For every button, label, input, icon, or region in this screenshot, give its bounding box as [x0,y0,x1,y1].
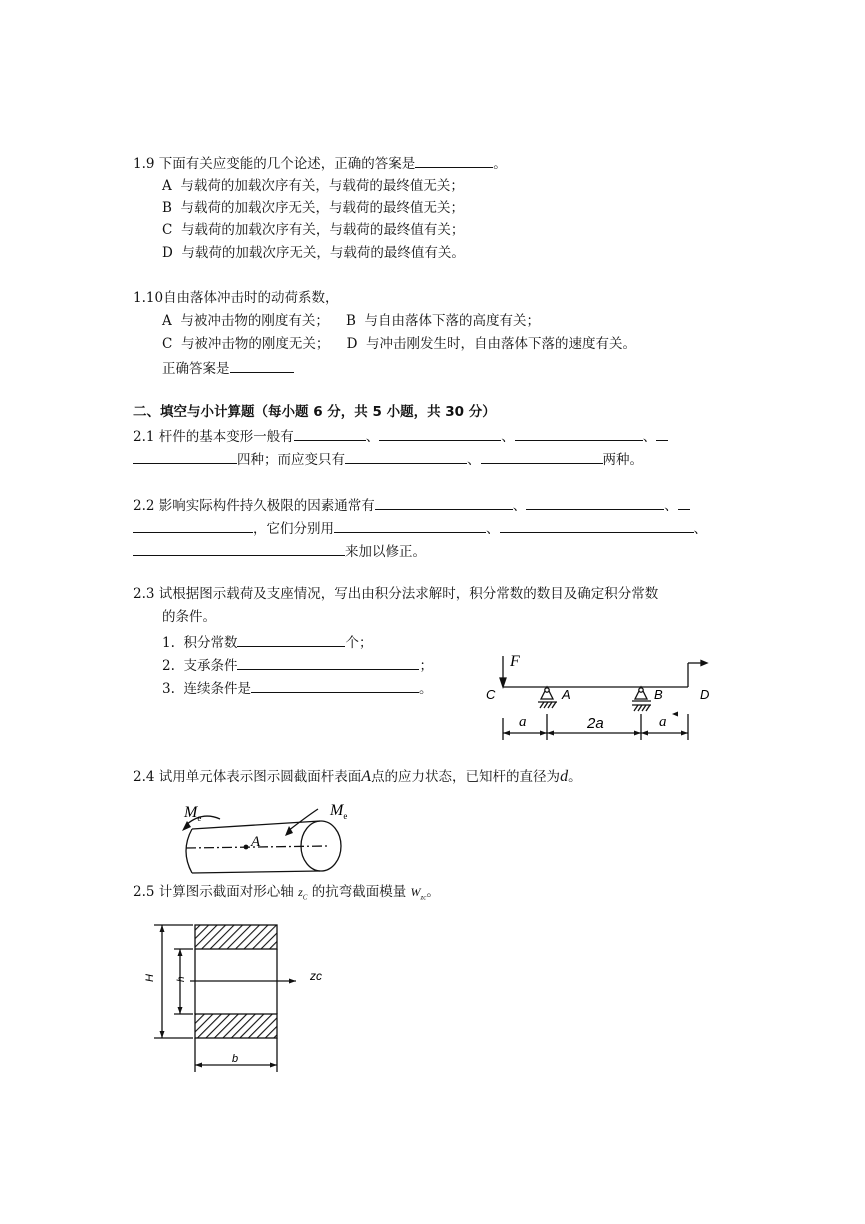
support-a-icon [538,687,557,708]
separator: 、 [642,429,657,445]
q1-9-option-a [162,177,464,195]
q2-4-text: 试用单元体表示图示圆截面杆表面 [158,769,362,785]
item-label: 积分常数 [183,635,238,651]
q2-3-item-3 [162,678,432,698]
q2-5-text: 的抗弯截面模量 [311,884,407,900]
q2-5-line [133,883,440,906]
answer-label: 正确答案是 [162,361,230,377]
item-number: 1. [162,635,175,651]
separator: 、 [467,452,481,468]
point-label-a: A [251,834,261,850]
q2-4-number: 2.4 [133,769,155,785]
blank[interactable] [237,655,419,670]
q1-9-option-c [162,221,464,239]
option-letter: D [346,336,358,352]
q1-9-end: 。 [493,156,507,172]
dim-label-a-left: a [519,714,527,730]
q2-4-text: 。 [568,769,582,785]
q2-2-text: 来加以修正。 [345,544,426,560]
option-text: 与载荷的加载次序无关，与载荷的最终值有关。 [181,245,465,261]
q2-5-modulus: $W_{zc}$ [410,885,427,902]
separator: 、 [664,498,678,514]
top-flange [195,925,277,949]
option-text: 与冲击刚发生时，自由落体下落的速度有关。 [366,336,637,352]
blank[interactable] [133,449,237,464]
q2-4-line [133,768,582,786]
option-letter: C [162,336,173,352]
dim-label-h: h [176,976,187,982]
point-label-c: C [486,687,496,702]
support-b-icon [632,687,651,711]
q2-3-text: 试根据图示载荷及支座情况，写出由积分法求解时，积分常数的数目及确定积分常数 [158,586,659,602]
item-label: 支承条件 [183,658,238,674]
item-number: 2. [162,658,175,674]
separator: 、 [501,429,515,445]
bottom-flange [195,1014,277,1038]
blank[interactable] [481,449,603,464]
dim-label-H: H [144,974,156,982]
dim-label-2a: 2a [587,715,604,732]
option-text: 与被冲击物的刚度无关； [180,336,330,352]
q2-2-line-2 [133,518,707,538]
q1-10-answer-blank[interactable] [230,358,294,373]
q1-10-answer-line [162,358,294,378]
axis-arrowhead [289,979,296,984]
q2-2-text: ，它们分别用 [253,521,334,537]
axis-label-zc: zc [310,969,322,983]
item-tail: 。 [418,681,433,697]
q1-9-option-d [162,244,465,262]
point-label-a: A [562,687,571,702]
moment-label-left: $M_e$ [184,804,202,823]
blank[interactable] [375,495,513,510]
option-letter: C [162,222,173,238]
point-label-b: B [654,687,663,702]
point-a-dot [244,845,249,850]
option-text: 与载荷的加载次序有关，与载荷的最终值有关； [180,222,465,238]
separator: 、 [486,521,500,537]
option-text: 与载荷的加载次序有关，与载荷的最终值无关； [180,178,464,194]
blank[interactable] [345,449,467,464]
q1-10-stem: 自由落体冲击时的动荷系数， [163,290,339,306]
blank[interactable] [294,426,366,441]
q2-5-text: 。 [426,884,440,900]
option-letter: B [162,200,172,216]
item-label: 连续条件是 [183,681,251,697]
q1-10-stem-line [133,289,339,307]
q2-3-line-2: 的条件。 [162,609,216,625]
q2-2-text: 影响实际构件持久极限的因素通常有 [158,498,375,514]
q2-4-point: A [361,768,372,785]
blank[interactable] [500,518,694,533]
q2-1-text: 杆件的基本变形一般有 [158,429,294,445]
blank[interactable] [379,426,501,441]
q2-2-number: 2.2 [133,498,155,514]
blank[interactable] [678,495,690,510]
q2-4-diameter: d [560,768,569,785]
q1-9-stem-line [133,153,507,173]
q2-3-item-1 [162,632,372,652]
q2-5-number: 2.5 [133,884,155,900]
q2-3-line-1 [133,585,658,603]
section-2-heading: 二、填空与小计算题（每小题 6 分，共 5 小题，共 30 分） [133,404,496,420]
item-number: 3. [162,681,175,697]
blank[interactable] [237,632,345,647]
option-text: 与自由落体下落的高度有关； [364,313,541,329]
q2-1-line-2 [133,449,643,469]
blank[interactable] [656,426,668,441]
q2-1-text: 四种；而应变只有 [237,452,345,468]
q2-1-number: 2.1 [133,429,155,445]
moment-label-right: $M_e$ [330,802,348,821]
item-tail: 个； [345,635,373,651]
shaft-top-edge [192,821,320,829]
separator: 、 [365,429,380,445]
force-arrow-head [500,678,506,687]
q2-1-text: 两种。 [602,452,643,468]
q1-9-option-b [162,199,464,217]
shaft-left-end [186,829,192,873]
moment-right-arrow [288,809,318,831]
beam-figure [480,648,720,744]
force-label-f: F [510,653,520,670]
blank[interactable] [251,678,419,693]
blank[interactable] [526,495,664,510]
option-letter: D [162,245,173,261]
option-letter: A [162,178,172,194]
option-letter: B [346,313,356,329]
q1-10-number: 1.10 [133,290,164,306]
dim-label-b: b [232,1053,239,1065]
beam-end-d-arrow-head [701,661,707,666]
q1-9-answer-blank[interactable] [415,153,493,168]
q1-9-number: 1.9 [133,156,155,172]
q2-3-number: 2.3 [133,586,155,602]
shaft-bottom-edge [192,871,320,873]
q1-10-options-row-2 [162,335,636,353]
option-text: 与被冲击物的刚度有关； [180,313,329,329]
q1-10-options-row-1 [162,312,540,330]
item-tail: ； [419,658,433,674]
blank[interactable] [133,518,253,533]
q2-1-line-1 [133,426,668,446]
blank[interactable] [133,541,345,556]
option-letter: A [162,313,172,329]
q2-2-line-1 [133,495,690,515]
shaft-figure [172,795,372,880]
separator: 、 [693,521,707,537]
separator: 、 [512,498,527,514]
q1-9-stem: 下面有关应变能的几个论述，正确的答案是 [158,156,416,172]
q2-5-axis: $z_C$ [298,885,308,902]
q2-2-line-3 [133,541,426,561]
dim-label-a-right: a [659,714,667,730]
point-label-d: D [700,687,710,702]
q2-3-item-2 [162,655,433,675]
q2-4-text: 点的应力状态，已知杆的直径为 [371,769,561,785]
blank[interactable] [515,426,643,441]
q2-5-text: 计算图示截面对形心轴 [158,884,294,900]
cross-section-figure [138,910,338,1078]
blank[interactable] [334,518,486,533]
option-text: 与载荷的加载次序无关，与载荷的最终值无关； [180,200,465,216]
